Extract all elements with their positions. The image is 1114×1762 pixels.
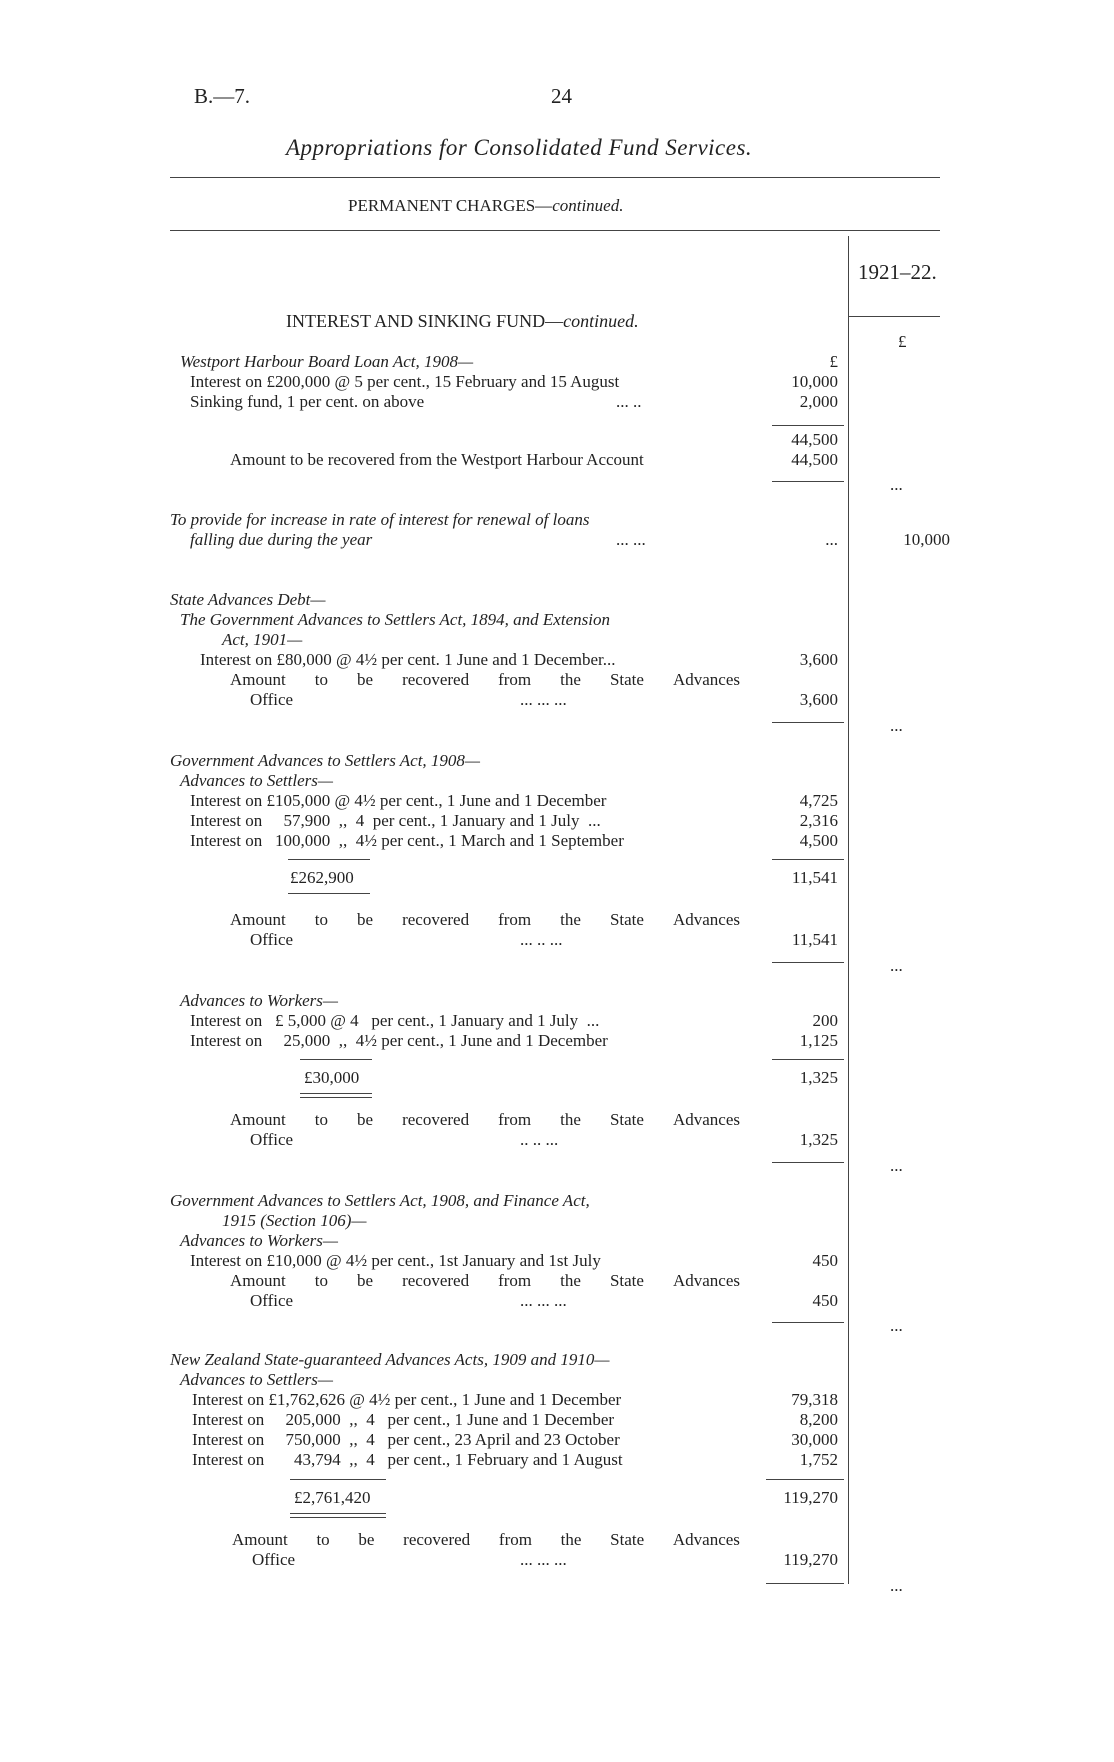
renewal-line-2: falling due during the year	[190, 530, 373, 549]
settlers-1908-subheading: Advances to Settlers—	[180, 771, 333, 790]
recover-word: State	[609, 910, 644, 929]
finance-1915-heading-2: 1915 (Section 106)—	[222, 1211, 367, 1230]
recover-word: Advances	[672, 1271, 740, 1290]
recover-word: the	[560, 1110, 581, 1129]
nz-state-end-rule	[766, 1583, 844, 1584]
recover-word: to	[314, 670, 328, 689]
recover-word: State	[609, 1110, 644, 1129]
settlers-1908-recover-office: Office	[250, 930, 294, 949]
nz-state-year-value: ...	[890, 1576, 903, 1595]
recover-word: be	[357, 1271, 374, 1290]
workers-amount-1: 200	[812, 1011, 838, 1030]
workers-principal-underline-1	[300, 1093, 372, 1094]
recover-word: Advances	[672, 910, 740, 929]
settlers-1908-line-3: Interest on 100,000 ,, 4½ per cent., 1 March and 1 September	[190, 831, 624, 850]
renewal-amount: ...	[825, 530, 838, 549]
recover-word: Amount	[230, 670, 286, 689]
settlers-1908-amount-2: 2,316	[799, 811, 838, 830]
state-advances-recover-office: Office	[250, 690, 294, 709]
recover-word: Advances	[672, 1110, 740, 1129]
workers-subtotal-rule	[772, 1059, 844, 1060]
settlers-1908-recover-text	[230, 910, 740, 930]
nz-state-line-4: Interest on 43,794 ,, 4 per cent., 1 February and 1 August	[192, 1450, 623, 1469]
finance-1915-subheading: Advances to Workers—	[180, 1231, 339, 1250]
workers-subtotal: 1,325	[799, 1068, 838, 1087]
recover-word: from	[498, 670, 532, 689]
state-advances-recover-text	[230, 670, 740, 690]
recover-word: recovered	[402, 670, 470, 689]
year-column-rule	[848, 236, 849, 1584]
recover-word: recovered	[402, 1110, 470, 1129]
recover-word: Advances	[672, 670, 740, 689]
nz-state-line-2: Interest on 205,000 ,, 4 per cent., 1 June and 1 December	[192, 1410, 615, 1429]
nz-state-recover-dots: ... ... ...	[520, 1550, 567, 1569]
finance-1915-recover-text	[230, 1271, 740, 1291]
nz-state-principal-underline-1	[290, 1513, 386, 1514]
workers-recover-dots: .. .. ...	[520, 1130, 559, 1149]
workers-principal-rule	[300, 1059, 372, 1060]
state-advances-heading: State Advances Debt—	[170, 590, 326, 609]
workers-recover-amount: 1,325	[799, 1130, 838, 1149]
settlers-1908-recover-amount: 11,541	[791, 930, 838, 949]
state-advances-act-line-1: The Government Advances to Settlers Act, 1894, and Extension	[180, 610, 610, 629]
nz-state-recover-amount: 119,270	[783, 1550, 838, 1569]
year-unit: £	[898, 332, 907, 351]
recover-word: from	[498, 910, 532, 929]
amount-unit: £	[829, 352, 838, 371]
workers-amount-2: 1,125	[799, 1031, 838, 1050]
nz-state-principal-rule	[290, 1479, 386, 1480]
page-subtitle	[348, 196, 623, 216]
year-label: 1921–22.	[858, 260, 937, 284]
recover-word: the	[560, 1530, 582, 1549]
workers-recover-office: Office	[250, 1130, 294, 1149]
recover-word: from	[498, 1271, 532, 1290]
year-header-rule	[849, 316, 940, 317]
nz-state-line-1: Interest on £1,762,626 @ 4½ per cent., 1 June and 1 December	[192, 1390, 622, 1409]
nz-state-principal-underline-2	[290, 1517, 386, 1518]
recover-word: Amount	[230, 910, 286, 929]
state-advances-interest-line: Interest on £80,000 @ 4½ per cent. 1 June and 1 December...	[200, 650, 616, 669]
settlers-1908-recover-dots: ... .. ...	[520, 930, 563, 949]
westport-sinking-amount: 2,000	[799, 392, 838, 411]
settlers-1908-principal-total: £262,900	[290, 868, 354, 887]
settlers-1908-year-value: ...	[890, 956, 903, 975]
recover-word: Amount	[230, 1110, 286, 1129]
recover-word: recovered	[403, 1530, 471, 1549]
settlers-1908-end-rule	[772, 962, 844, 963]
document-code: B.—7.	[194, 84, 251, 108]
page-number: 24	[551, 84, 572, 108]
recover-word: the	[560, 670, 581, 689]
westport-year-value: ...	[890, 475, 903, 494]
workers-principal-underline-2	[300, 1097, 372, 1098]
recover-word: to	[314, 1271, 328, 1290]
nz-state-heading: New Zealand State-guaranteed Advances Acts, 1909 and 1910—	[170, 1350, 610, 1369]
westport-recover-amount: 44,500	[791, 450, 838, 469]
westport-interest-line: Interest on £200,000 @ 5 per cent., 15 February and 15 August	[190, 372, 620, 391]
nz-state-recover-text	[232, 1530, 740, 1550]
finance-1915-interest-amount: 450	[812, 1251, 838, 1270]
recover-word: to	[314, 910, 328, 929]
recover-word: be	[357, 670, 374, 689]
settlers-1908-principal-underline	[288, 893, 370, 894]
settlers-1908-amount-1: 4,725	[799, 791, 838, 810]
recover-word: from	[498, 1530, 532, 1549]
westport-interest-amount: 10,000	[791, 372, 838, 391]
westport-sinking-line: Sinking fund, 1 per cent. on above	[190, 392, 425, 411]
westport-subtotal: 44,500	[791, 430, 838, 449]
settlers-1908-heading: Government Advances to Settlers Act, 1908—	[170, 751, 481, 770]
state-advances-interest-amount: 3,600	[799, 650, 838, 669]
nz-state-subtotal: 119,270	[783, 1488, 838, 1507]
subtitle-rule	[170, 230, 940, 231]
recover-word: State	[609, 670, 644, 689]
finance-1915-end-rule	[772, 1322, 844, 1323]
westport-recover-text: Amount to be recovered from the Westport Harbour Account	[230, 450, 644, 469]
recover-word: be	[357, 910, 374, 929]
workers-recover-text	[230, 1110, 740, 1130]
settlers-1908-subtotal-rule	[772, 859, 844, 860]
nz-state-amount-4: 1,752	[799, 1450, 838, 1469]
renewal-year-value: 10,000	[903, 530, 950, 549]
recover-word: the	[560, 1271, 581, 1290]
finance-1915-recover-dots: ... ... ...	[520, 1291, 567, 1310]
recover-word: Amount	[232, 1530, 288, 1549]
subtitle-main: PERMANENT CHARGES—	[348, 196, 553, 215]
finance-1915-recover-amount: 450	[812, 1291, 838, 1310]
nz-state-subtotal-rule	[766, 1479, 844, 1480]
recover-word: State	[609, 1271, 644, 1290]
recover-word: Advances	[672, 1530, 740, 1549]
settlers-1908-line-2: Interest on 57,900 ,, 4 per cent., 1 January and 1 July ...	[190, 811, 601, 830]
nz-state-amount-1: 79,318	[791, 1390, 838, 1409]
nz-state-amount-2: 8,200	[799, 1410, 838, 1429]
recover-word: State	[610, 1530, 645, 1549]
title-rule	[170, 177, 940, 178]
recover-word: Amount	[230, 1271, 286, 1290]
section-title-main: INTEREST AND SINKING FUND—	[286, 311, 564, 331]
workers-subheading: Advances to Workers—	[180, 991, 339, 1010]
state-advances-recover-dots: ... ... ...	[520, 690, 567, 709]
recover-word: recovered	[402, 1271, 470, 1290]
settlers-1908-principal-rule	[288, 859, 370, 860]
workers-principal-total: £30,000	[304, 1068, 360, 1087]
workers-line-2: Interest on 25,000 ,, 4½ per cent., 1 June and 1 December	[190, 1031, 608, 1050]
settlers-1908-line-1: Interest on £105,000 @ 4½ per cent., 1 June and 1 December	[190, 791, 607, 810]
recover-word: be	[357, 1110, 374, 1129]
page-title: Appropriations for Consolidated Fund Services.	[286, 135, 753, 160]
subtitle-continued: continued.	[552, 196, 624, 215]
recover-word: recovered	[402, 910, 470, 929]
nz-state-subheading: Advances to Settlers—	[180, 1370, 333, 1389]
state-advances-end-rule	[772, 722, 844, 723]
state-advances-recover-amount: 3,600	[799, 690, 838, 709]
recover-word: to	[316, 1530, 330, 1549]
recover-word: the	[560, 910, 581, 929]
nz-state-recover-office: Office	[252, 1550, 296, 1569]
recover-word: to	[314, 1110, 328, 1129]
westport-heading: Westport Harbour Board Loan Act, 1908—	[180, 352, 474, 371]
finance-1915-heading-1: Government Advances to Settlers Act, 1908, and Finance Act,	[170, 1191, 590, 1210]
westport-end-rule	[772, 481, 844, 482]
workers-end-rule	[772, 1162, 844, 1163]
section-title-continued: continued.	[563, 311, 639, 331]
state-advances-year-value: ...	[890, 716, 903, 735]
nz-state-amount-3: 30,000	[791, 1430, 838, 1449]
recover-word: from	[498, 1110, 532, 1129]
section-title	[286, 311, 639, 331]
settlers-1908-subtotal: 11,541	[791, 868, 838, 887]
nz-state-line-3: Interest on 750,000 ,, 4 per cent., 23 April and 23 October	[192, 1430, 620, 1449]
settlers-1908-amount-3: 4,500	[799, 831, 838, 850]
workers-line-1: Interest on £ 5,000 @ 4 per cent., 1 January and 1 July ...	[190, 1011, 600, 1030]
renewal-line-1: To provide for increase in rate of interest for renewal of loans	[170, 510, 590, 529]
renewal-dots: ... ...	[616, 530, 646, 549]
state-advances-act-line-2: Act, 1901—	[222, 630, 303, 649]
finance-1915-year-value: ...	[890, 1316, 903, 1335]
westport-subtotal-rule	[772, 425, 844, 426]
westport-sinking-dots: ... ..	[616, 392, 642, 411]
nz-state-principal-total: £2,761,420	[294, 1488, 371, 1507]
recover-word: be	[358, 1530, 375, 1549]
workers-year-value: ...	[890, 1156, 903, 1175]
finance-1915-recover-office: Office	[250, 1291, 294, 1310]
finance-1915-interest-line: Interest on £10,000 @ 4½ per cent., 1st January and 1st July	[190, 1251, 601, 1270]
